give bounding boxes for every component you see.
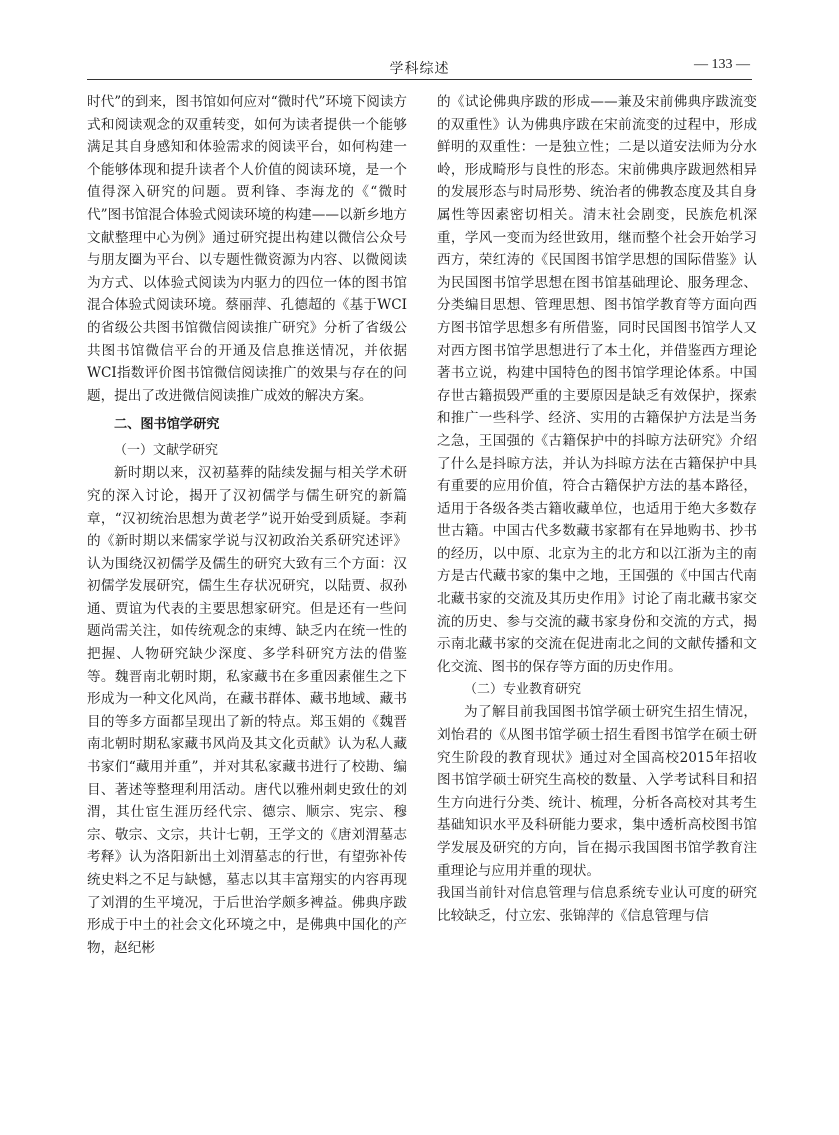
left-column bbox=[87, 91, 407, 959]
paragraph: 为了解目前我国图书馆学硕士研究生招生情况，刘怡君的《从图书馆学硕士招生看图书馆学在硕士研究生阶段的教育现状》通过对全国高校2015年招收图书馆学硕士研究生高校的数量、入学考试科目和招生方向进行分类、统计、梳理，分析各高校对其考生基础知识水平及科研能力要求，集中透析高校图书馆学发展及研究的方向，旨在揭示我国图书馆学教育注重理论与应用并重的现状。 bbox=[437, 704, 757, 879]
running-header bbox=[87, 44, 752, 80]
subsection-heading: （一）文献学研究 bbox=[114, 443, 219, 459]
section-heading: 二、图书馆学研究 bbox=[114, 417, 220, 433]
subsection-heading: （二）专业教育研究 bbox=[464, 682, 582, 698]
page-number: — 133 — bbox=[694, 57, 750, 72]
paragraph: 时代”的到来，图书馆如何应对“微时代”环境下阅读方式和阅读观念的双重转变，如何为读者提供一个能够满足其自身感知和体验需求的阅读平台，如何构建一个能够体现和提升读者个人价值的阅读环境，是一个值得深入研究的问题。贾利锋、李海龙的《“微时代”图书馆混合体验式阅读环境的构建——以新乡地方文献整理中心为例》通过研究提出构建以微信公众号与朋友圈为平台、以专题性微资源为内容、以微阅读为方式、以体验式阅读为内驱力的四位一体的图书馆混合体验式阅读环境。蔡丽萍、孔德超的《基于WCI的省级公共图书馆微信阅读推广研究》分析了省级公共图书馆微信平台的开通及信息推送情况，并依据WCI指数评价图书馆微信阅读推广的效果与存在的问题，提出了改进微信阅读推广成效的解决方案。 bbox=[87, 94, 407, 404]
paragraph: 的《试论佛典序跋的形成——兼及宋前佛典序跋流变的双重性》认为佛典序跋在宋前流变的过程中，形成鲜明的双重性：一是独立性；二是以道安法师为分水岭，形成畸形与良性的形态。宋前佛典序跋迥然相异的发展形态与时局形势、统治者的佛教态度及其自身属性等因素密切相关。清末社会剧变，民族危机深重，学风一变而为经世致用，继而整个社会开始学习西方，荣红涛的《民国图书馆学思想的国际借鉴》认为民国图书馆学思想在图书馆基础理论、服务理念、分类编目思想、管理思想、图书馆学教育等方面向西方图书馆学思想多有所借鉴，同时民国图书馆学人又对西方图书馆学思想进行了本土化，并借鉴西方理论著书立说，构建中国特色的图书馆学理论体系。中国存世古籍损毁严重的主要原因是缺乏有效保护，探索和推广一些科学、经济、实用的古籍保护方法是当务之急，王国强的《古籍保护中的抖晾方法研究》介绍了什么是抖晾方法，并认为抖晾方法在古籍保护中具有重要的应用价值，符合古籍保护方法的基本路径，适用于各级各类古籍收藏单位，也适用于绝大多数存世古籍。中国古代多数藏书家都有在异地购书、抄书的经历，以中原、北京为主的北方和以江浙为主的南方是古代藏书家的集中之地，王国强的《中国古代南北藏书家的交流及其历史作用》讨论了南北藏书家交流的历史、参与交流的藏书家身份和交流的方式，揭示南北藏书家的交流在促进南北之间的文献传播和文化交流、图书的保存等方面的历史作用。 bbox=[437, 94, 757, 675]
paragraph: 我国当前针对信息管理与信息系统专业认可度的研究比较缺乏，付立宏、张锦萍的《信息管理与信 bbox=[437, 885, 757, 924]
paragraph: 新时期以来，汉初墓葬的陆续发掘与相关学术研究的深入讨论，揭开了汉初儒学与儒生研究的新篇章，“汉初统治思想为黄老学”说开始受到质疑。李莉的《新时期以来儒家学说与汉初政治关系研究述评》认为围绕汉初儒学及儒生的研究大致有三个方面：汉初儒学发展研究，儒生生存状况研究，以陆贾、叔孙通、贾谊为代表的主要思想家研究。但是还有一些问题尚需关注，如传统观念的束缚、缺乏内在统一性的把握、人物研究缺少深度、多学科研究方法的借鉴等。魏晋南北朝时期，私家藏书在多重因素催生之下形成为一种文化风尚，在藏书群体、藏书地域、藏书目的等多方面都呈现出了新的特点。郑玉娟的《魏晋南北朝时期私家藏书风尚及其文化贡献》认为私人藏书家们“藏用并重”，并对其私家藏书进行了校勘、编目、著述等整理利用活动。唐代以雅州刺史致仕的刘渭，其仕宦生涯历经代宗、德宗、顺宗、宪宗、穆宗、敬宗、文宗，共计七朝，王学文的《唐刘渭墓志考释》认为洛阳新出土刘渭墓志的行世，有望弥补传统史料之不足与缺憾，墓志以其丰富翔实的内容再现了刘渭的生平境况，于后世治学颇多裨益。佛典序跋形成于中土的社会文化环境之中，是佛典中国化的产物，赵纪彬 bbox=[87, 465, 407, 956]
section-title: 学科综述 bbox=[389, 61, 450, 77]
right-column bbox=[437, 91, 757, 927]
header-rule bbox=[87, 79, 752, 80]
